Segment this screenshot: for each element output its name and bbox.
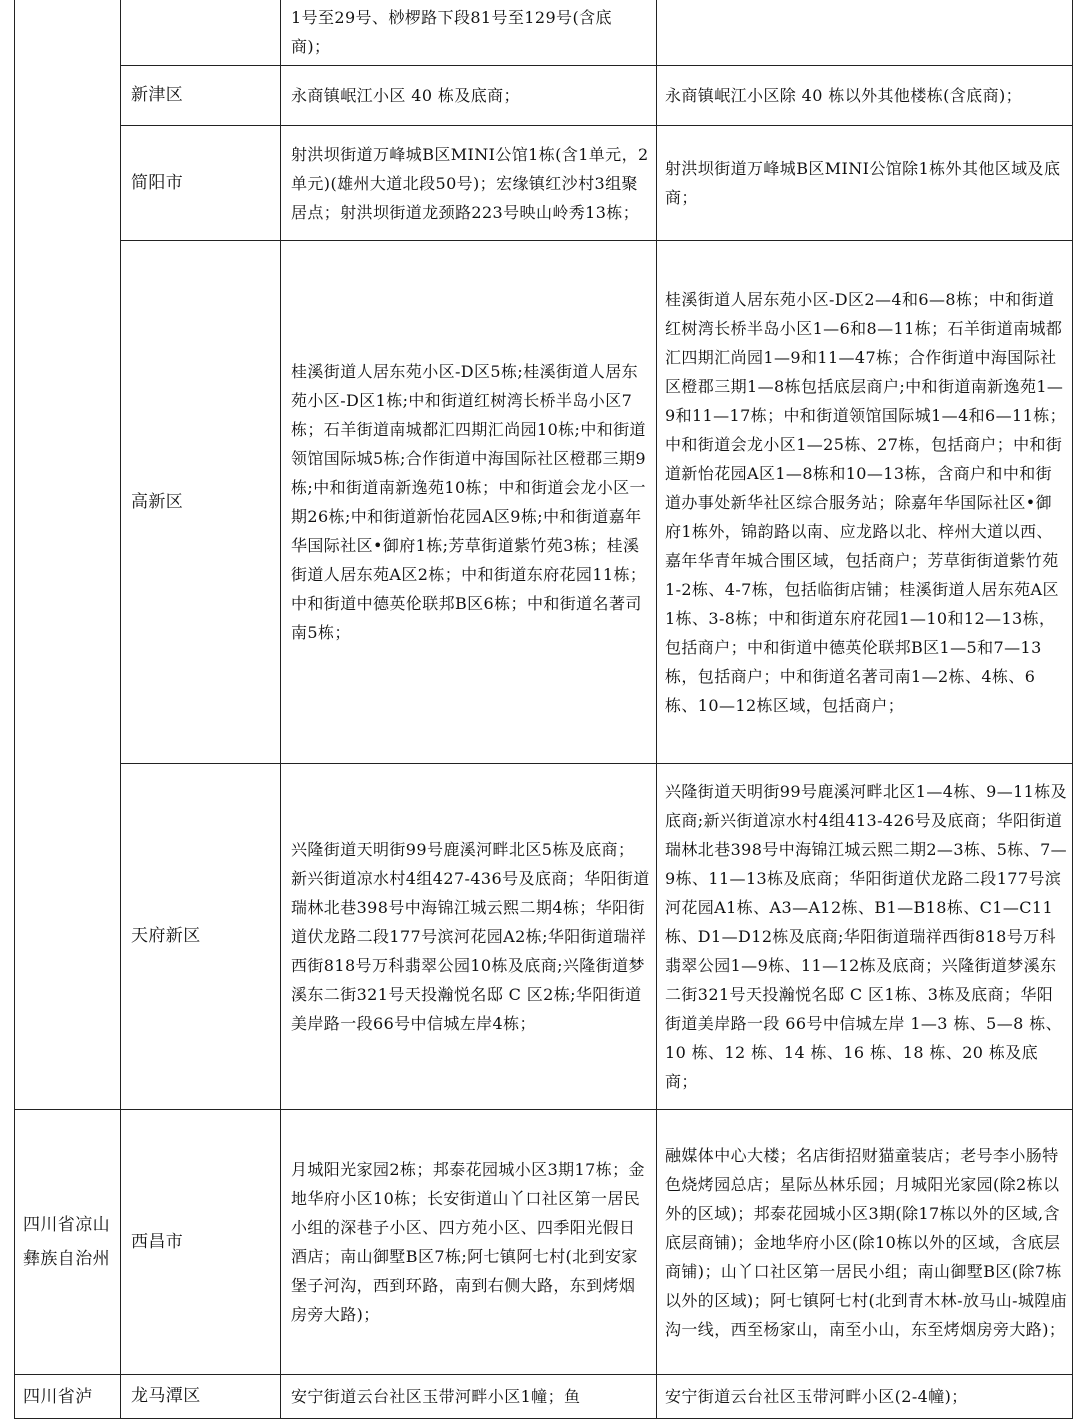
district-cell: 龙马潭区 bbox=[121, 1375, 281, 1419]
low-risk-cell: 桂溪街道人居东苑小区-D区2—4和6—8栋；中和街道红树湾长桥半岛小区1—6和8—11栋；石羊街道南城都汇四期汇尚园1—9和11—47栋；合作街道中海国际社区橙郡三期1—8栋包括底层商户;中和街道南新逸苑1—9和11—17栋；中和街道领馆国际城1—4和6—11栋；中和街道会龙小区1—25栋、27栋，包括商户；中和街道新怡花园A区1—8栋和10—13栋，含商户和中和街道办事处新华社区综合服务站；除嘉年华国际社区•御府1栋外，锦韵路以南、应龙路以北、梓州大道以西、嘉年华青年城合围区域，包括商户；芳草街街道紫竹苑1-2栋、4-7栋，包括临街店铺；桂溪街道人居东苑A区1栋、3-8栋；中和街道东府花园1—10和12—13栋，包括商户；中和街道中德英伦联邦B区1—5和7—13栋，包括商户；中和街道名著司南1—2栋、4栋、6栋、10—12栋区域，包括商户； bbox=[657, 241, 1073, 764]
low-risk-cell: 兴隆街道天明街99号鹿溪河畔北区1—4栋、9—11栋及底商;新兴街道凉水村4组413-426号及底商；华阳街道瑞林北巷398号中海锦江城云熙二期2—3栋、5栋、7—9栋、11—13栋及底商；华阳街道伏龙路二段177号滨河花园A1栋、A3—A12栋、B1—B18栋、C1—C11栋、D1—D12栋及底商;华阳街道瑞祥西街818号万科翡翠公园1—9栋、11—12栋及底商；兴隆街道梦溪东二街321号天投瀚悦名邸 C 区1栋、3栋及底商；华阳街道美岸路一段 66号中信城左岸 1—3 栋、5—8 栋、10 栋、12 栋、14 栋、16 栋、18 栋、20 栋及底商； bbox=[657, 764, 1073, 1110]
province-cell: 四川省凉山彝族自治州 bbox=[15, 1110, 121, 1375]
table-row bbox=[15, 764, 1073, 1110]
district-cell: 简阳市 bbox=[121, 126, 281, 241]
province-cell bbox=[15, 0, 121, 1110]
low-risk-cell bbox=[657, 0, 1073, 66]
district-cell: 高新区 bbox=[121, 241, 281, 764]
risk-area-table bbox=[14, 0, 1073, 1419]
high-risk-cell: 1号至29号、桫椤路下段81号至129号(含底商)； bbox=[281, 0, 657, 66]
province-cell: 四川省泸 bbox=[15, 1375, 121, 1419]
district-cell: 天府新区 bbox=[121, 764, 281, 1110]
district-cell: 西昌市 bbox=[121, 1110, 281, 1375]
table-row bbox=[15, 0, 1073, 66]
district-cell: 新津区 bbox=[121, 66, 281, 126]
high-risk-cell: 桂溪街道人居东苑小区-D区5栋;桂溪街道人居东苑小区-D区1栋;中和街道红树湾长桥半岛小区7栋；石羊街道南城都汇四期汇尚园10栋;中和街道领馆国际城5栋;合作街道中海国际社区橙郡三期9栋;中和街道南新逸苑10栋；中和街道会龙小区一期26栋;中和街道新怡花园A区9栋;中和街道嘉年华国际社区•御府1栋;芳草街道紫竹苑3栋；桂溪街道人居东苑A区2栋；中和街道东府花园11栋；中和街道中德英伦联邦B区6栋；中和街道名著司南5栋； bbox=[281, 241, 657, 764]
low-risk-cell: 安宁街道云台社区玉带河畔小区(2-4幢)； bbox=[657, 1375, 1073, 1419]
table-row bbox=[15, 1110, 1073, 1375]
table-row bbox=[15, 1375, 1073, 1419]
high-risk-cell: 永商镇岷江小区 40 栋及底商； bbox=[281, 66, 657, 126]
table-row bbox=[15, 241, 1073, 764]
high-risk-cell: 射洪坝街道万峰城B区MINI公馆1栋(含1单元，2单元)(雄州大道北段50号)；宏缘镇红沙村3组聚居点；射洪坝街道龙颈路223号映山岭秀13栋； bbox=[281, 126, 657, 241]
high-risk-cell: 安宁街道云台社区玉带河畔小区1幢；鱼 bbox=[281, 1375, 657, 1419]
high-risk-cell: 月城阳光家园2栋；邦泰花园城小区3期17栋；金地华府小区10栋；长安街道山丫口社区第一居民小组的深巷子小区、四方苑小区、四季阳光假日酒店；南山御墅B区7栋;阿七镇阿七村(北到安家堡子河沟，西到环路，南到右侧大路，东到烤烟房旁大路)； bbox=[281, 1110, 657, 1375]
table-row bbox=[15, 126, 1073, 241]
low-risk-cell: 永商镇岷江小区除 40 栋以外其他楼栋(含底商)； bbox=[657, 66, 1073, 126]
low-risk-cell: 融媒体中心大楼；名店街招财猫童装店；老号李小肠特色烧烤园总店；星际丛林乐园；月城阳光家园(除2栋以外的区域)；邦泰花园城小区3期(除17栋以外的区域,含底层商铺)；金地华府小区(除10栋以外的区域，含底层商铺)；山丫口社区第一居民小组；南山御墅B区(除7栋以外的区域)；阿七镇阿七村(北到青木林-放马山-城隍庙沟一线，西至杨家山，南至小山，东至烤烟房旁大路)； bbox=[657, 1110, 1073, 1375]
low-risk-cell: 射洪坝街道万峰城B区MINI公馆除1栋外其他区域及底商； bbox=[657, 126, 1073, 241]
high-risk-cell: 兴隆街道天明街99号鹿溪河畔北区5栋及底商；新兴街道凉水村4组427-436号及底商；华阳街道瑞林北巷398号中海锦江城云熙二期4栋；华阳街道伏龙路二段177号滨河花园A2栋;华阳街道瑞祥西街818号万科翡翠公园10栋及底商;兴隆街道梦溪东二街321号天投瀚悦名邸 C 区2栋;华阳街道美岸路一段66号中信城左岸4栋； bbox=[281, 764, 657, 1110]
table-row bbox=[15, 66, 1073, 126]
district-cell bbox=[121, 0, 281, 66]
